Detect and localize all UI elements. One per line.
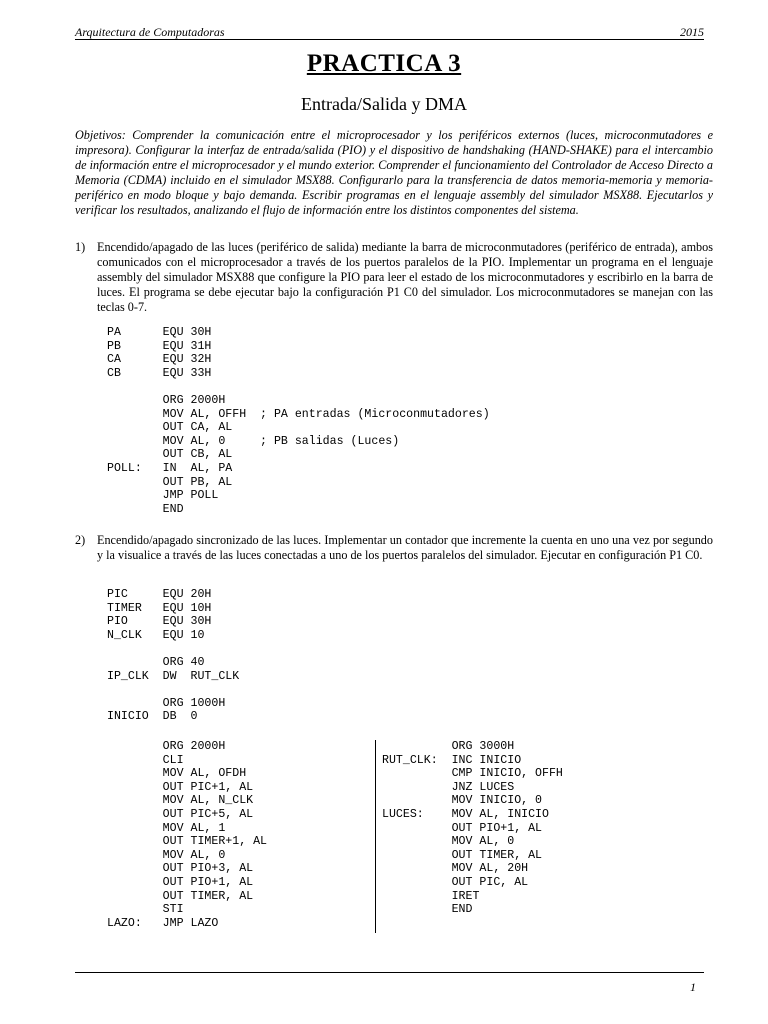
page-title: PRACTICA 3 (306, 50, 462, 77)
footer-rule (75, 972, 704, 973)
item-2-number: 2) (75, 533, 86, 547)
code-column-divider (375, 740, 376, 933)
item-1-number: 1) (75, 240, 86, 254)
item-2-code-declarations: PIC EQU 20H TIMER EQU 10H PIO EQU 30H N_CLK EQU 10 ORG 40 IP_CLK DW RUT_CLK ORG 1000H INICIO DB 0 (107, 588, 240, 724)
item-2-code-interrupt-routine: ORG 3000H RUT_CLK: INC INICIO CMP INICIO, OFFH JNZ LUCES MOV INICIO, 0 LUCES: MOV AL, INICIO OUT PIO+1, AL MOV AL, 0 OUT TIMER, AL MOV AL, 20H OUT PIC, AL IRET END (382, 740, 563, 917)
page-number: 1 (690, 980, 696, 994)
course-name: Arquitectura de Computadoras (75, 25, 225, 39)
page-header (75, 25, 704, 40)
objectives-paragraph: Objetivos: Comprender la comunicación entre el microprocesador y los periféricos externos (luces, microconmutadores e impresora). Configurar la interfaz de entrada/salida (PIO) y el dispositivo de handshaking (HAND-SHAKE) para el intercambio de información entre el microprocesador y el mundo exterior. Comprender el funcionamiento del Controlador de Acceso Directo a Memoria (CDMA) incluido en el simulador MSX88. Configurarlo para la transferencia de datos memoria-memoria y memoria-periférico en modo bloque y bajo demanda. Escribir programas en el lenguaje assembly del simulador MSX88. Ejecutarlos y verificar los resultados, analizando el flujo de información entre los distintos componentes del sistema. (75, 128, 713, 217)
item-2-code-main: ORG 2000H CLI MOV AL, OFDH OUT PIC+1, AL MOV AL, N_CLK OUT PIC+5, AL MOV AL, 1 OUT TIMER+1, AL MOV AL, 0 OUT PIO+3, AL OUT PIO+1, AL OUT TIMER, AL STI LAZO: JMP LAZO (107, 740, 268, 930)
page-subtitle: Entrada/Salida y DMA (301, 94, 467, 114)
header-year: 2015 (680, 25, 704, 39)
item-1-text: Encendido/apagado de las luces (periférico de salida) mediante la barra de microconmutadores (periférico de entrada), ambos comunicados con el microprocesador a través de los puertos paralelos de la PIO. Implementar un programa en el lenguaje assembly del simulador MSX88 que configure la PIO para leer el estado de los microconmutadores y escribirlo en la barra de luces. El programa se debe ejecutar bajo la configuración P1 C0 del simulador. Los microconmutadores se manejan con las teclas 0-7. (97, 240, 713, 314)
item-1-code: PA EQU 30H PB EQU 31H CA EQU 32H CB EQU 33H ORG 2000H MOV AL, OFFH ; PA entradas (Microconmutadores) OUT CA, AL MOV AL, 0 ; PB salidas (Luces) OUT CB, AL POLL: IN AL, PA OUT PB, AL JMP POLL END (107, 326, 490, 516)
item-2-text: Encendido/apagado sincronizado de las luces. Implementar un contador que incremente la cuenta en uno una vez por segundo y la visualice a través de las luces conectadas a uno de los puertos paralelos del simulador. Ejecutar en configuración P1 C0. (97, 533, 713, 562)
